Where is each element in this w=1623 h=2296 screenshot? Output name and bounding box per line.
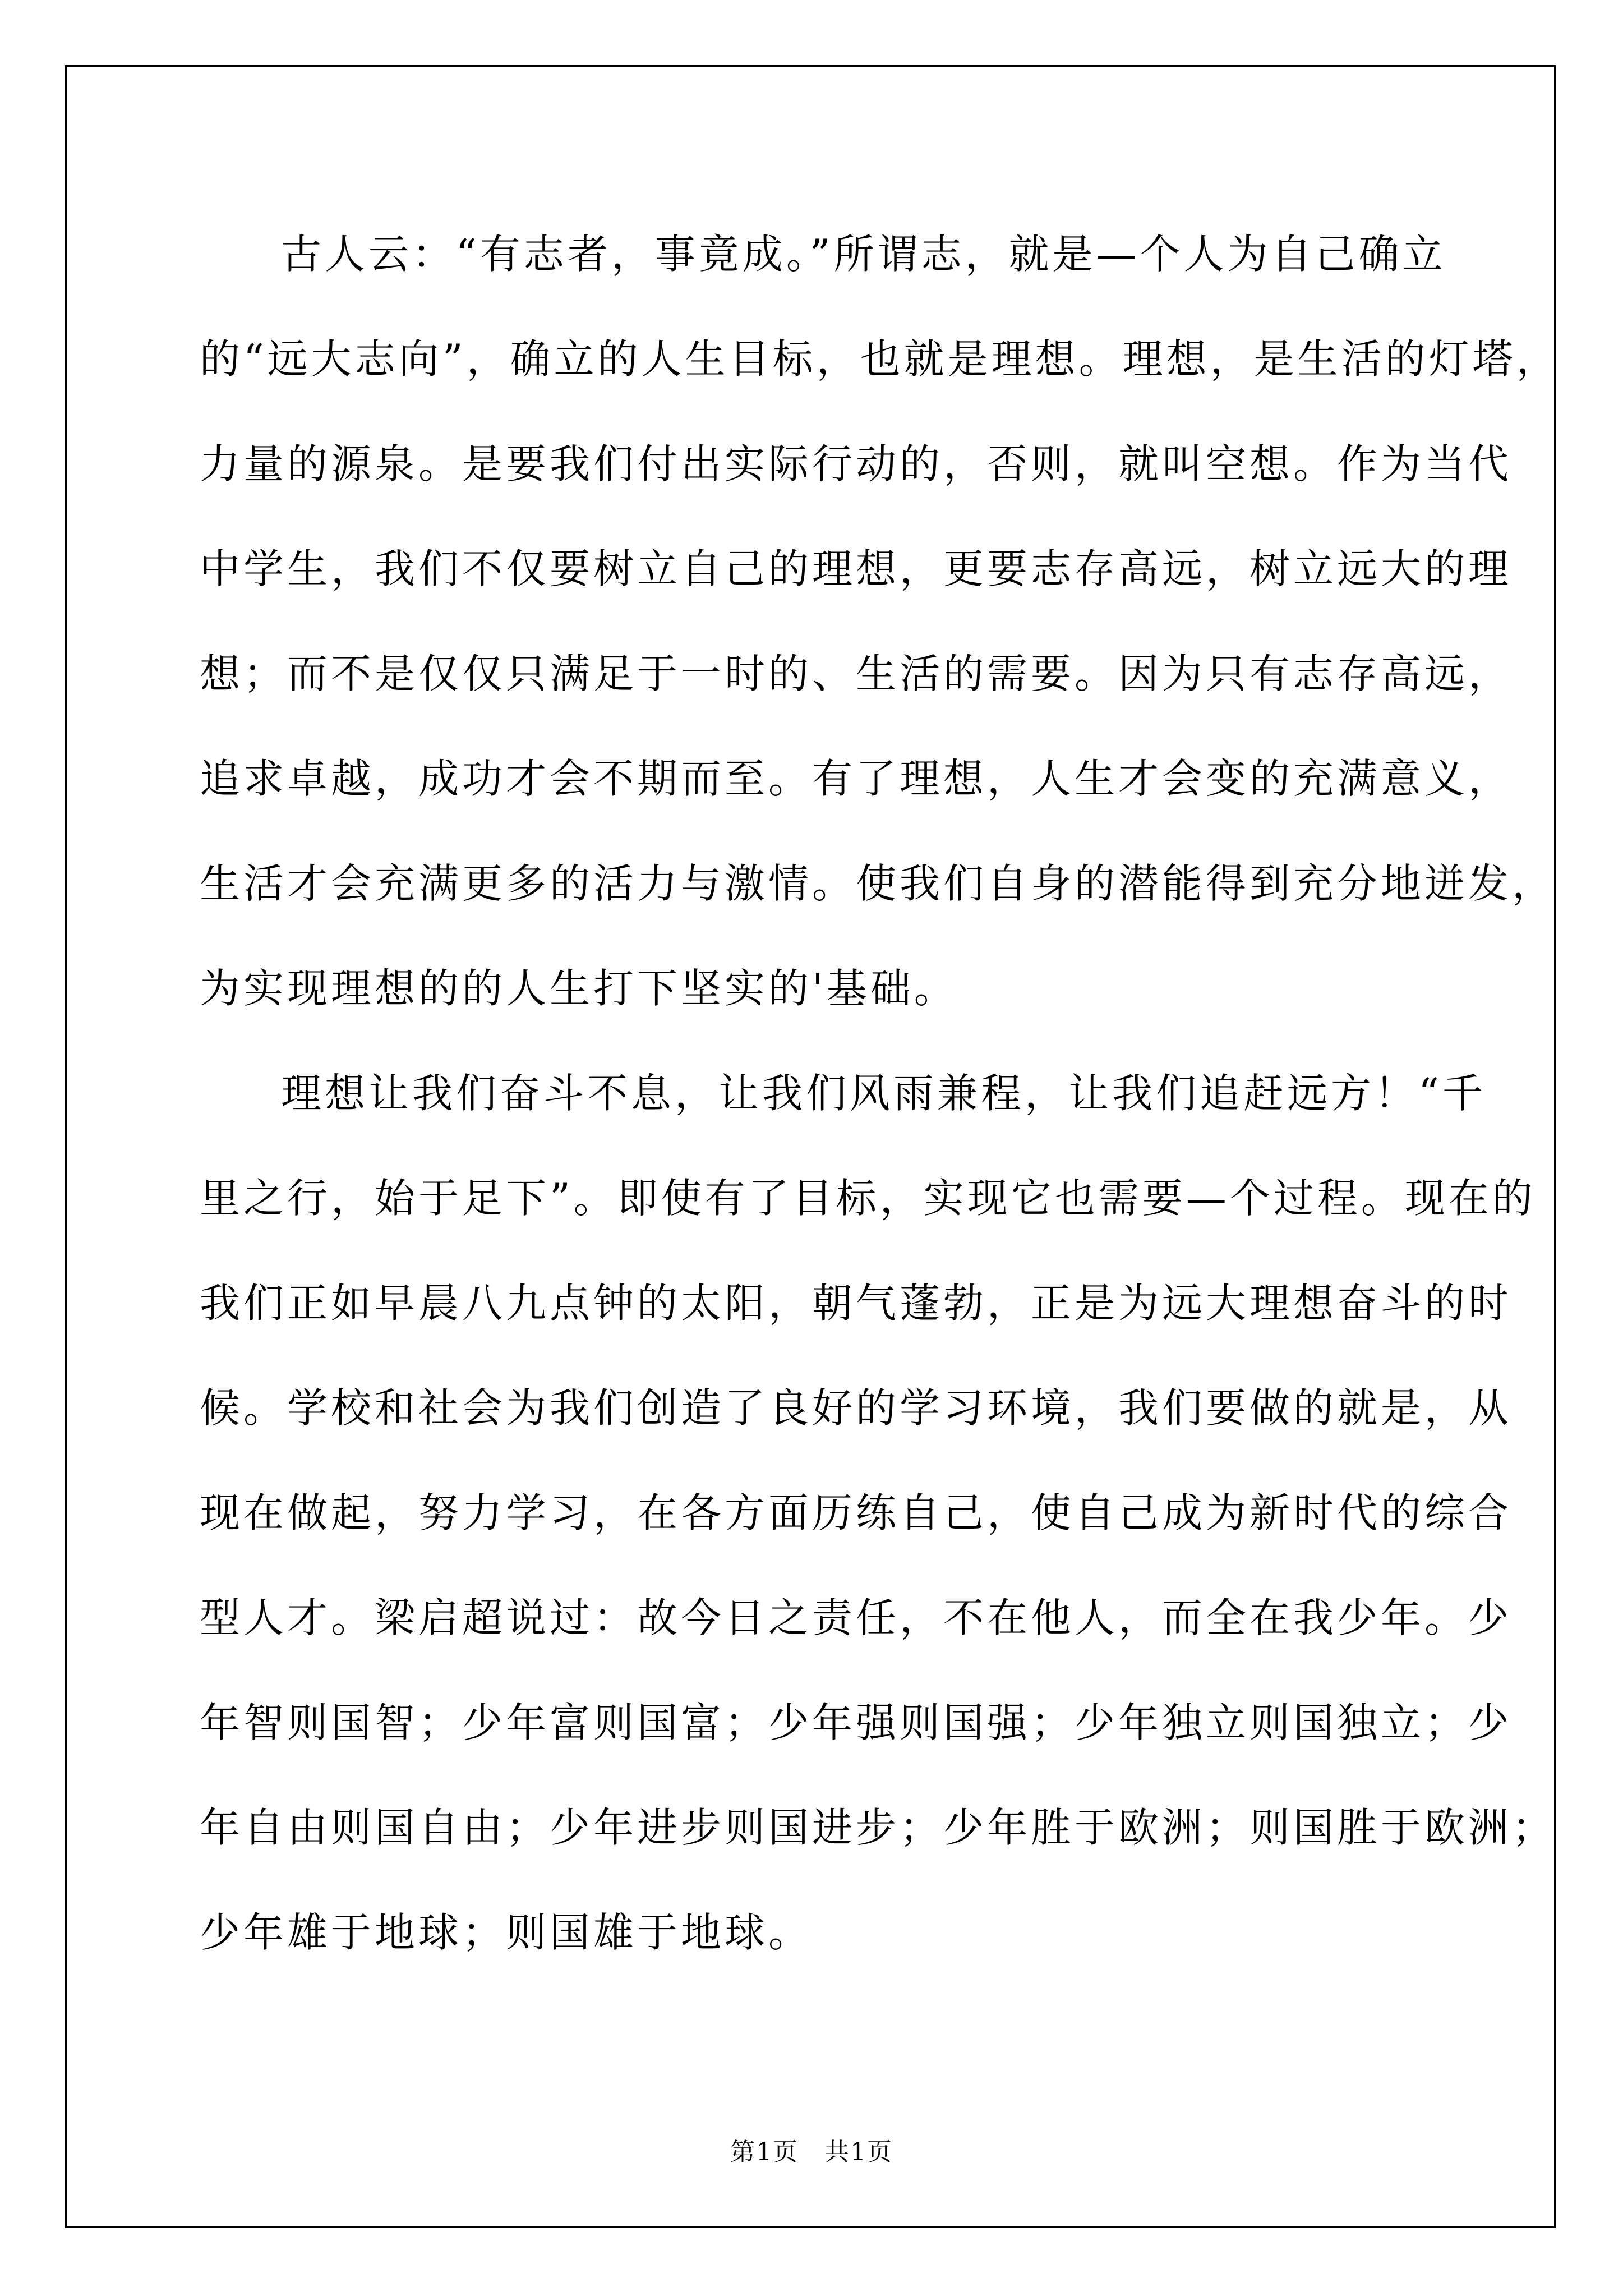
text-line: 的“远大志向”，确立的人生目标，也就是理想。理想，是生活的灯塔，	[200, 335, 1560, 383]
text-line: 想；而不是仅仅只满足于一时的、生活的需要。因为只有志存高远，	[200, 650, 1513, 697]
paragraph-2	[200, 1041, 1556, 1985]
text-line: 古人云：“有志者，事竟成。”所谓志，就是—个人为自己确立	[281, 231, 1446, 278]
paragraph-1	[200, 202, 1560, 1041]
page-number-footer: 第1页 共1页	[730, 2138, 893, 2166]
text-line: 里之行，始于足下”。即使有了目标，实现它也需要—个过程。现在的	[200, 1175, 1536, 1222]
text-line: 候。学校和社会为我们创造了良好的学习环境，我们要做的就是，从	[200, 1384, 1513, 1432]
text-line: 现在做起，努力学习，在各方面历练自己，使自己成为新时代的综合	[200, 1489, 1513, 1536]
text-line: 年智则国智；少年富则国富；少年强则国强；少年独立则国独立；少	[200, 1699, 1513, 1746]
text-line: 追求卓越，成功才会不期而至。有了理想，人生才会变的充满意义，	[200, 755, 1513, 802]
text-line: 为实现理想的的人生打下坚实的'基础。	[200, 965, 958, 1012]
text-line: 少年雄于地球；则国雄于地球。	[200, 1909, 813, 1956]
text-line: 中学生，我们不仅要树立自己的理想，更要志存高远，树立远大的理	[200, 545, 1513, 592]
text-line: 型人才。梁启超说过：故今日之责任，不在他人，而全在我少年。少	[200, 1594, 1513, 1641]
text-line: 年自由则国自由；少年进步则国进步；少年胜于欧洲；则国胜于欧洲；	[200, 1804, 1556, 1851]
document-body	[200, 202, 1560, 1985]
text-line: 生活才会充满更多的活力与激情。使我们自身的潜能得到充分地迸发，	[200, 860, 1556, 907]
text-line: 力量的源泉。是要我们付出实际行动的，否则，就叫空想。作为当代	[200, 440, 1513, 487]
text-line: 理想让我们奋斗不息，让我们风雨兼程，让我们追赶远方！“千	[281, 1070, 1486, 1117]
text-line: 我们正如早晨八九点钟的太阳，朝气蓬勃，正是为远大理想奋斗的时	[200, 1280, 1513, 1327]
